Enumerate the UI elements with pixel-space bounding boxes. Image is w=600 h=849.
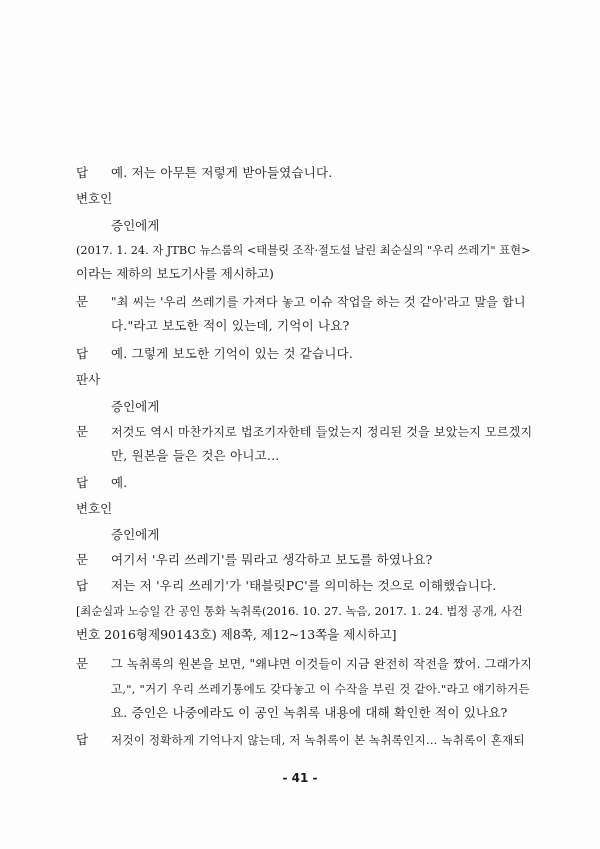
speaker-role: 변호인 xyxy=(76,501,113,516)
answer-text: 저는 저 '우리 쓰레기'가 '태블릿PC'를 의미하는 것으로 이해했습니다. xyxy=(111,578,497,593)
question-label: 문 xyxy=(76,294,89,309)
question-text: 여기서 '우리 쓰레기'를 뭐라고 생각하고 보도를 하였나요? xyxy=(111,552,433,567)
question-text: 저것도 역시 마찬가지로 법조기자한테 들었는지 정리된 것을 보았는지 모르겠지 xyxy=(111,425,533,439)
answer-text: 예. 저는 아무튼 저렇게 받아들였습니다. xyxy=(111,165,333,180)
page-number: - 41 - xyxy=(282,771,318,785)
question-text: 요. 증인은 나중에라도 이 공인 녹취록 내용에 대해 확인한 적이 있나요? xyxy=(111,705,508,720)
answer-label: 답 xyxy=(76,732,89,747)
answer-label: 답 xyxy=(76,475,89,490)
evidence-note: 번호 2016형제90143호) 제8쪽, 제12~13쪽을 제시하고] xyxy=(76,627,397,642)
answer-label: 답 xyxy=(76,578,89,593)
address-line: 증인에게 xyxy=(111,399,160,414)
question-text: 만, 원본을 들은 것은 아니고… xyxy=(111,448,280,463)
question-text: 고,", "거기 우리 쓰레기통에도 갖다놓고 이 수작을 부린 것 같아."라고 얘기하거든 xyxy=(111,682,530,696)
speaker-role: 판사 xyxy=(76,372,101,387)
question-label: 문 xyxy=(76,656,89,671)
question-label: 문 xyxy=(76,424,89,439)
question-text: 그 녹취록의 원본을 보면, "왜냐면 이것들이 지금 완전히 작전을 짰어. 그래가지 xyxy=(111,657,533,671)
address-line: 증인에게 xyxy=(111,527,160,542)
speaker-role: 변호인 xyxy=(76,191,113,206)
address-line: 증인에게 xyxy=(111,218,160,233)
question-text: "최 씨는 '우리 쓰레기를 가져다 놓고 이슈 작업을 하는 것 같아'라고 말을 합니 xyxy=(111,295,526,309)
answer-text: 저것이 정확하게 기억나지 않는데, 저 녹취록이 본 녹취록인지… 녹취록이 혼재되 xyxy=(111,733,525,747)
evidence-note: 이라는 제하의 보도기사를 제시하고) xyxy=(76,266,274,281)
question-label: 문 xyxy=(76,552,89,567)
answer-text: 예. xyxy=(111,475,128,490)
question-text: 다."라고 보도한 적이 있는데, 기억이 나요? xyxy=(111,318,350,333)
answer-label: 답 xyxy=(76,346,89,361)
answer-text: 예. 그렇게 보도한 기억이 있는 것 같습니다. xyxy=(111,346,354,361)
evidence-note: [최순실과 노승일 간 공인 통화 녹취록(2016. 10. 27. 녹음, 2017. 1. 24. 법정 공개, 사건 xyxy=(76,605,523,618)
evidence-note: (2017. 1. 24. 자 JTBC 뉴스룸의 <태블릿 조작·절도설 날린 최순실의 "우리 쓰레기" 표현> xyxy=(76,244,531,257)
answer-label: 답 xyxy=(76,165,89,180)
